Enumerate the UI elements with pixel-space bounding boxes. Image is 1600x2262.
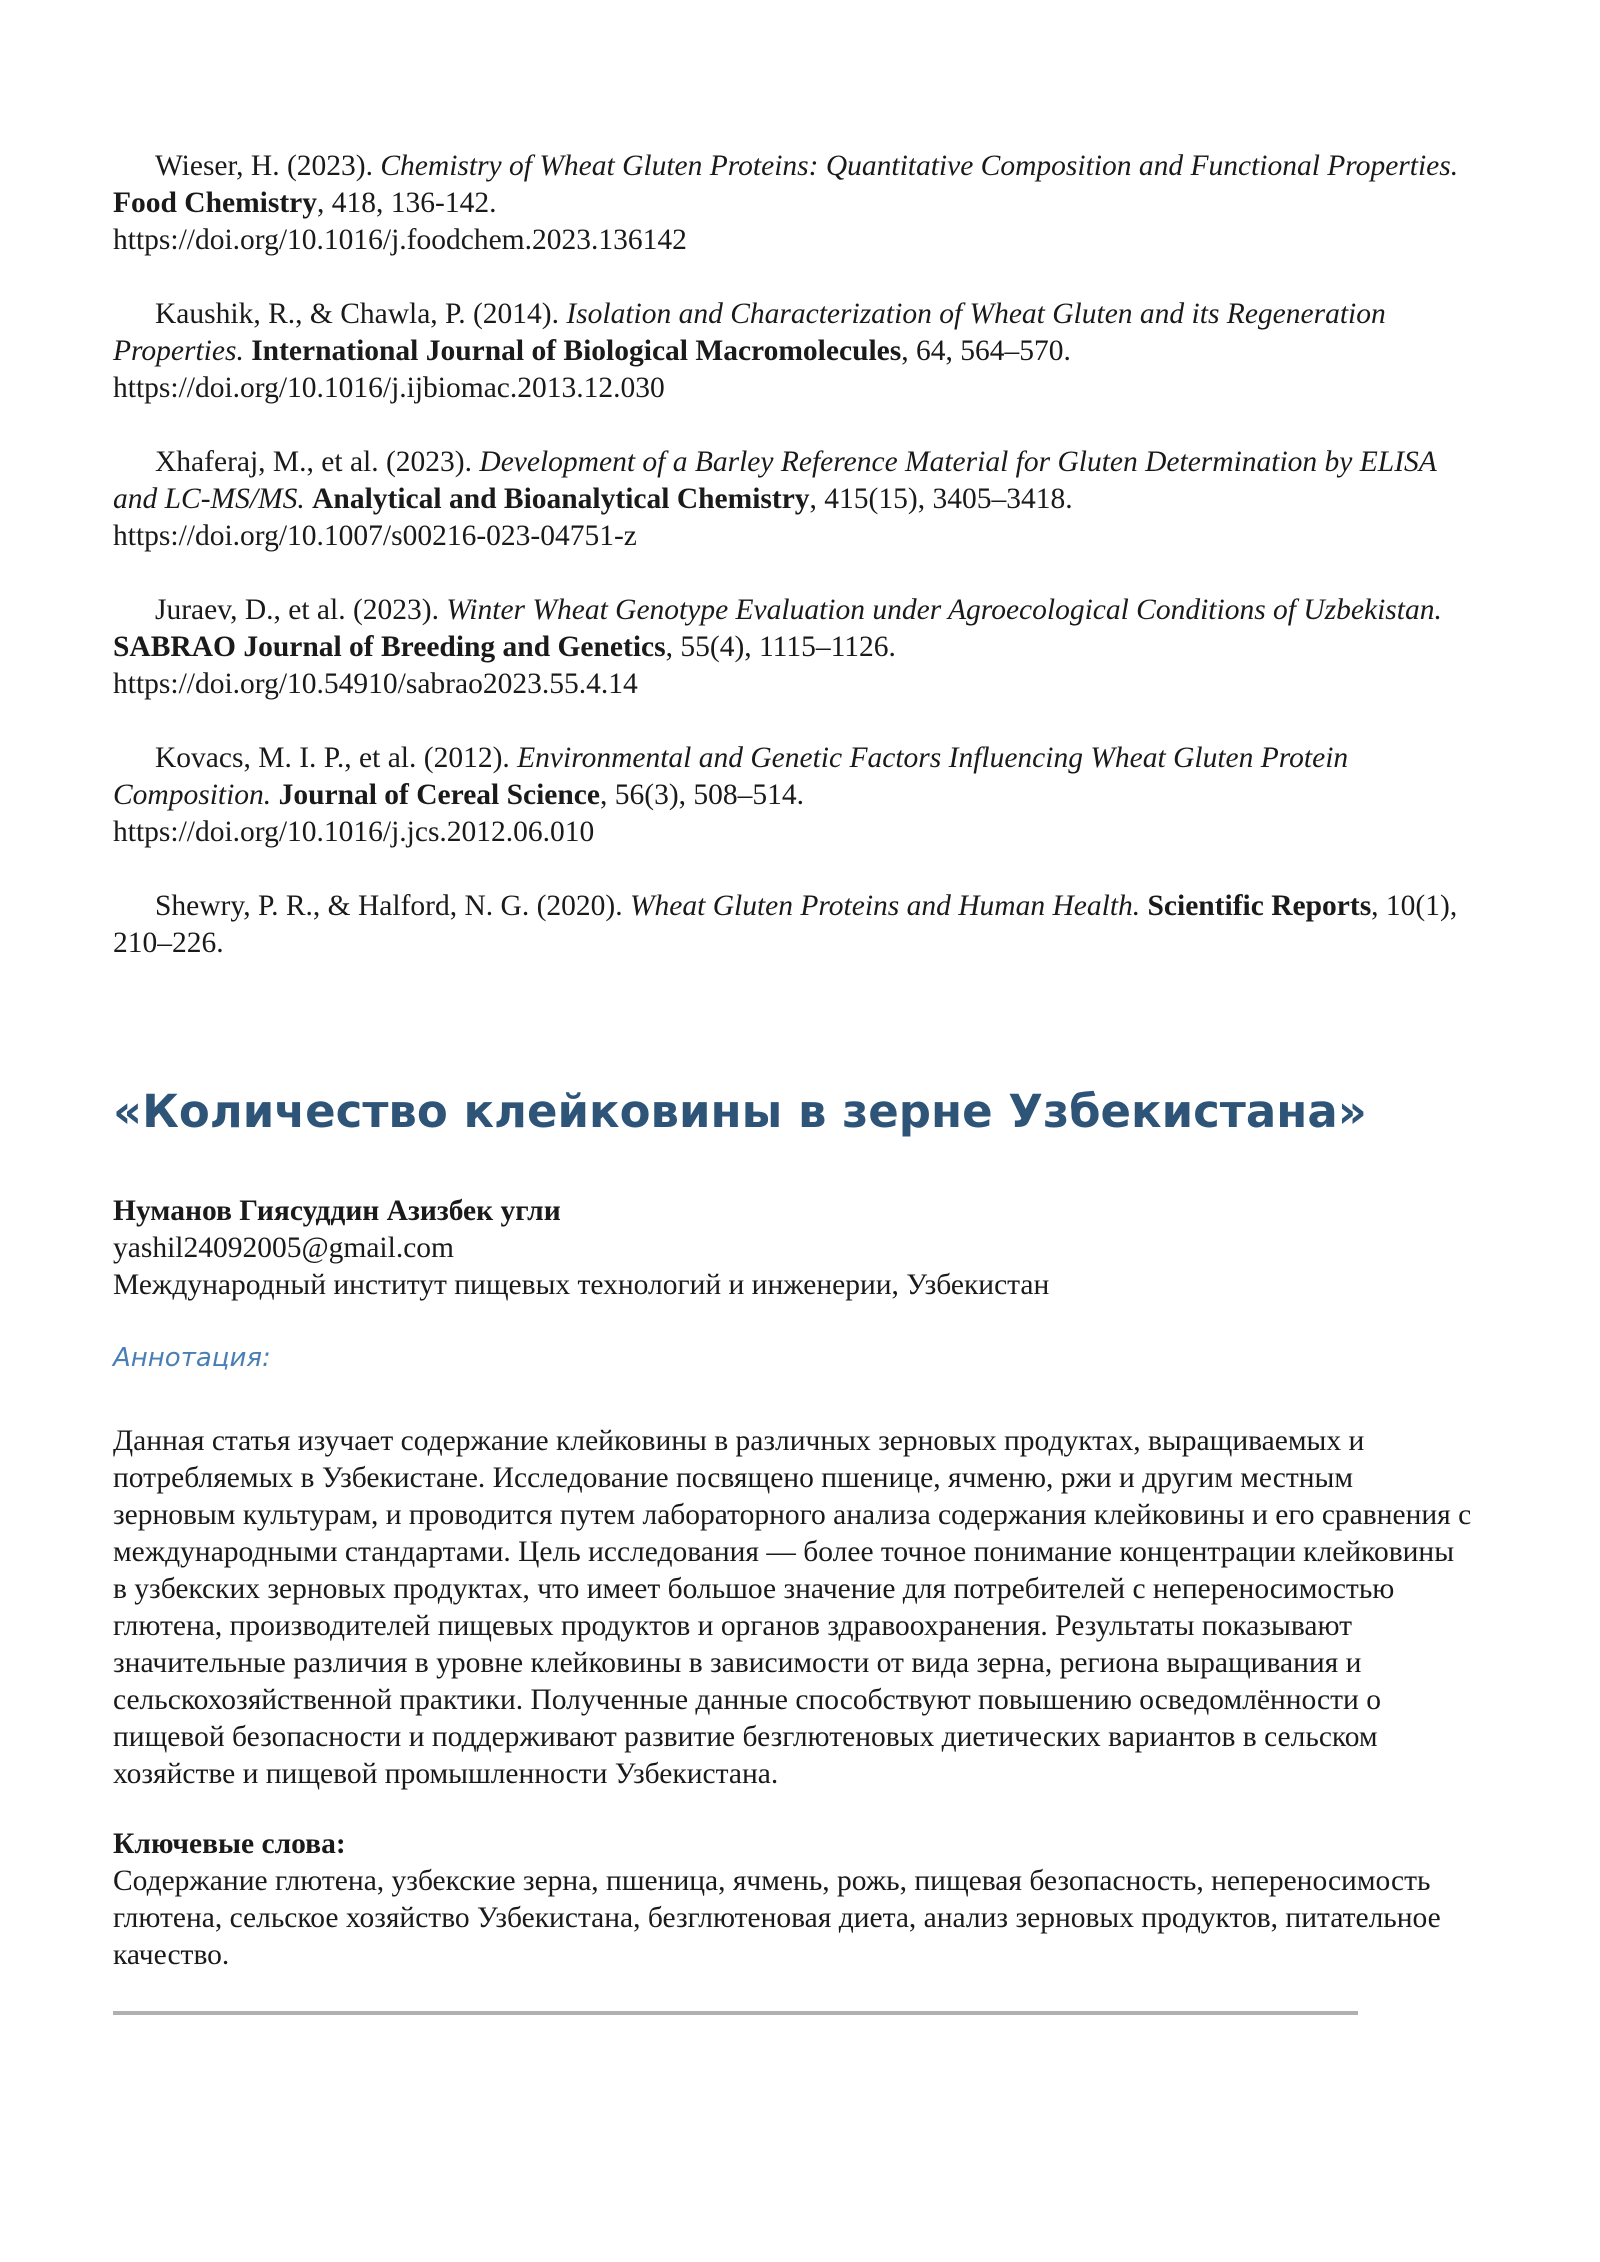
annotation-heading: Аннотация: — [113, 1343, 271, 1373]
keywords-heading: Ключевые слова: — [113, 1828, 346, 1860]
reference-details: , 55(4), 1115–1126. — [665, 631, 896, 663]
reference-doi-link[interactable]: https://doi.org/10.1016/j.ijbiomac.2013.12.030 — [113, 372, 665, 404]
keywords-text: Содержание глютена, узбекские зерна, пшеница, ячмень, рожь, пищевая безопасность, непереносимость глютена, сельское хозяйство Узбекистана, безглютеновая диета, анализ зерновых продуктов, питательное качество. — [113, 1865, 1441, 1971]
reference-journal: International Journal of Biological Macromolecules — [251, 335, 902, 367]
reference-title: Isolation and Characterization of Wheat Gluten and its Regeneration Properties. — [113, 298, 1386, 367]
reference-item — [113, 888, 1473, 962]
reference-authors: Kaushik, R., & Chawla, P. (2014). — [155, 298, 567, 330]
reference-doi-link[interactable]: https://doi.org/10.1007/s00216-023-04751-z — [113, 520, 637, 552]
reference-title: Winter Wheat Genotype Evaluation under Agroecological Conditions of Uzbekistan. — [446, 594, 1442, 626]
reference-title: Development of a Barley Reference Material for Gluten Determination by ELISA and LC-MS/MS. — [113, 446, 1437, 515]
reference-title: Environmental and Genetic Factors Influencing Wheat Gluten Protein Composition. — [113, 742, 1349, 811]
reference-details: , 10(1), 210–226. — [113, 890, 1458, 959]
reference-title: Chemistry of Wheat Gluten Proteins: Quantitative Composition and Functional Properties. — [380, 150, 1459, 182]
reference-details: , 64, 564–570. — [901, 335, 1071, 367]
reference-authors: Juraev, D., et al. (2023). — [155, 594, 447, 626]
reference-details: , 56(3), 508–514. — [600, 779, 805, 811]
reference-item — [113, 592, 1473, 703]
reference-journal: Analytical and Bioanalytical Chemistry — [312, 483, 810, 515]
reference-details: , 415(15), 3405–3418. — [809, 483, 1073, 515]
reference-item — [113, 740, 1473, 851]
reference-authors: Xhaferaj, M., et al. (2023). — [155, 446, 480, 478]
document-page — [113, 148, 1473, 2015]
reference-authors: Wieser, H. (2023). — [155, 150, 381, 182]
article-title: «Количество клейковины в зерне Узбекистана» — [113, 1085, 1367, 1138]
reference-doi-link[interactable]: https://doi.org/10.1016/j.jcs.2012.06.010 — [113, 816, 595, 848]
reference-list — [113, 148, 1473, 962]
reference-journal: SABRAO Journal of Breeding and Genetics — [113, 631, 666, 663]
reference-journal: Journal of Cereal Science — [278, 779, 600, 811]
author-name: Нуманов Гиясуддин Азизбек угли — [113, 1195, 561, 1227]
reference-title: Wheat Gluten Proteins and Human Health. — [629, 890, 1141, 922]
author-email[interactable]: yashil24092005@gmail.com — [113, 1232, 454, 1264]
author-block — [113, 1193, 1473, 1304]
reference-journal: Food Chemistry — [113, 187, 318, 219]
author-affiliation: Международный институт пищевых технологий и инженерии, Узбекистан — [113, 1269, 1050, 1301]
reference-item — [113, 148, 1473, 259]
reference-item — [113, 296, 1473, 407]
keywords-section — [113, 1826, 1473, 1974]
reference-doi-link[interactable]: https://doi.org/10.54910/sabrao2023.55.4.14 — [113, 668, 638, 700]
reference-journal: Scientific Reports — [1147, 890, 1372, 922]
reference-doi-link[interactable]: https://doi.org/10.1016/j.foodchem.2023.136142 — [113, 224, 687, 256]
section-divider — [113, 2011, 1358, 2015]
reference-details: , 418, 136-142. — [317, 187, 497, 219]
abstract-text: Данная статья изучает содержание клейковины в различных зерновых продуктах, выращиваемых и потребляемых в Узбекистане. Исследование посвящено пшенице, ячменю, ржи и другим местным зерновым культурам, и проводится путем лабораторного анализа содержания клейковины и его сравнения с международными стандартами. Цель исследования — более точное понимание концентрации клейковины в узбекских зерновых продуктах, что имеет большое значение для потребителей с непереносимостью глютена, производителей пищевых продуктов и органов здравоохранения. Результаты показывают значительные различия в уровне клейковины в зависимости от вида зерна, региона выращивания и сельскохозяйственной практики. Полученные данные способствуют повышению осведомлённости о пищевой безопасности и поддерживают развитие безглютеновых диетических вариантов в сельском хозяйстве и пищевой промышленности Узбекистана. — [113, 1425, 1472, 1790]
reference-item — [113, 444, 1473, 555]
reference-authors: Shewry, P. R., & Halford, N. G. (2020). — [155, 890, 630, 922]
reference-authors: Kovacs, M. I. P., et al. (2012). — [155, 742, 518, 774]
